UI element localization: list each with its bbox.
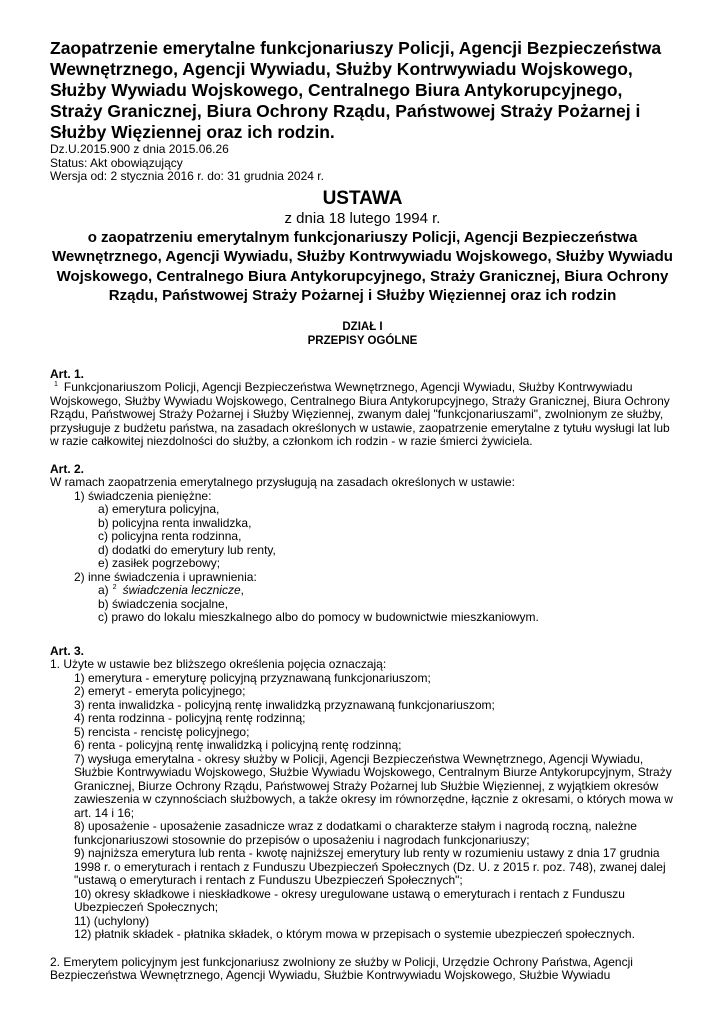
footnote-marker[interactable]: 2 — [112, 584, 117, 591]
source-reference: Dz.U.2015.900 z dnia 2015.06.26 — [50, 142, 229, 156]
status-line: Status: Akt obowiązujący — [50, 155, 183, 170]
list-item: 2) emeryt - emeryta policyjnego; — [74, 684, 246, 698]
article-1-text — [50, 381, 675, 449]
act-date: z dnia 18 lutego 1994 r. — [284, 209, 441, 227]
article-3-heading: Art. 3. — [50, 643, 85, 658]
list-item: 10) okresy składkowe i nieskładkowe - okresy uregulowane ustawą o emeryturach i rentach z Funduszu Ubezpieczeń Społecznych; — [74, 886, 625, 914]
list-item: 7) wysługa emerytalna - okresy służby w Policji, Agencji Bezpieczeństwa Wewnętrznego, Agencji Wywiadu, Służbie Kontrwywiadu Wojskowego, Służbie Wywiadu Wojskowego, Centralnym Biurze Antykorupcyjnym, Straży Granicznej, Biurze Ochrony Rządu, Państwowej Straży Pożarnej lub Służbie Więziennej, z wyjątkiem okresów zawieszenia w czynnościach służbowych, a także okresy im równorzędne, łącznie z okresami, o których mowa w art. 14 i 16; — [74, 751, 673, 820]
version-line: Wersja od: 2 stycznia 2016 r. do: 31 grudnia 2024 r. — [50, 169, 324, 183]
list-item-punctuation: , — [240, 583, 244, 597]
list-item: 3) renta inwalidzka - policyjną rentę inwalidzką przyznawaną funkcjonariuszom; — [74, 697, 495, 712]
list-item: 12) płatnik składek - płatnika składek, o którym mowa w przepisach o systemie ubezpieczeń społecznych. — [74, 927, 635, 941]
document-title: Zaopatrzenie emerytalne funkcjonariuszy Policji, Agencji Bezpieczeństwa Wewnętrznego, Agencji Wywiadu, Służby Kontrwywiadu Wojskowego, Służby Wywiadu Wojskowego, Centralnego Biura Antykorupcyjnego, Straży Granicznej, Biura Ochrony Rządu, Państwowej Straży Pożarnej i Służby Więziennej oraz ich rodzin. — [50, 38, 662, 142]
article-1-body: Funkcjonariuszom Policji, Agencji Bezpieczeństwa Wewnętrznego, Agencji Wywiadu, Służby Kontrwywiadu Wojskowego, Służby Wywiadu Wojskowego, Centralnego Biura Antykorupcyjnego, Straży Granicznej, Biura Ochrony Rządu, Państwowej Straży Pożarnej i Służby Więziennej, zwanym dalej "funkcjonariuszami", zwolnionym ze służby, przysługuje z budżetu państwa, na zasadach określonych w ustawie, zaopatrzenie emerytalne z tytułu wysługi lat lub w razie całkowitej niezdolności do służby, a członkom ich rodzin - w razie śmierci żywiciela. — [50, 380, 670, 448]
act-subject: o zaopatrzeniu emerytalnym funkcjonariuszy Policji, Agencji Bezpieczeństwa Wewnętrznego, Agencji Wywiadu, Służby Kontrwywiadu Wojskowego, Służby Wywiadu Wojskowego, Centralnego Biura Antykorupcyjnego, Straży Granicznej, Biura Ochrony Rządu, Państwowej Straży Pożarnej i Służby Więziennej oraz ich rodzin — [52, 228, 673, 304]
article-2-point-1: 1) świadczenia pieniężne: — [74, 488, 212, 503]
list-item: b) policyjna renta inwalidzka, — [98, 515, 252, 530]
list-item: 5) rencista - rencistę policyjnego; — [74, 724, 250, 739]
list-item: 4) renta rodzinna - policyjną rentę rodzinną; — [74, 711, 306, 725]
article-2-intro: W ramach zaopatrzenia emerytalnego przysługują na zasadach określonych w ustawie: — [50, 475, 515, 489]
list-item: 11) (uchylony) — [74, 913, 150, 928]
article-3-intro: 1. Użyte w ustawie bez bliższego określenia pojęcia oznaczają: — [50, 657, 387, 671]
article-2-heading: Art. 2. — [50, 461, 85, 476]
paragraph-gap — [50, 942, 675, 956]
list-item: a) emerytura policyjna, — [98, 502, 220, 516]
list-item: d) dodatki do emerytury lub renty, — [98, 542, 276, 557]
article-3-paragraph-2: 2. Emerytem policyjnym jest funkcjonariusz zwolniony ze służby w Policji, Urzędzie Ochrony Państwa, Agencji Bezpieczeństwa Wewnętrznego, Agencji Wywiadu, Służbie Kontrwywiadu Wojskowego, Służbie Wywiadu — [50, 954, 633, 982]
act-type: USTAWA — [322, 187, 403, 209]
list-item: 6) renta - policyjną rentę inwalidzką i policyjną rentę rodzinną; — [74, 738, 402, 752]
list-item: c) prawo do lokalu mieszkalnego albo do pomocy w budownictwie mieszkaniowym. — [98, 610, 539, 624]
division-number: DZIAŁ I — [342, 320, 383, 333]
list-item: b) świadczenia socjalne, — [98, 596, 229, 611]
list-item: c) policyjna renta rodzinna, — [98, 529, 242, 543]
article-1-heading: Art. 1. — [50, 366, 85, 381]
list-item-label: a) — [98, 583, 109, 597]
footnote-marker[interactable]: 1 — [54, 381, 58, 388]
list-item: e) zasiłek pogrzebowy; — [98, 556, 221, 570]
article-2-point-2: 2) inne świadczenia i uprawnienia: — [74, 569, 257, 584]
list-item: 1) emerytura - emeryturę policyjną przyznawaną funkcjonariuszom; — [74, 670, 431, 685]
list-item: 8) uposażenie - uposażenie zasadnicze wraz z dodatkami o charakterze stałym i nagrodą roczną, należne funkcjonariuszowi stosownie do przepisów o uposażeniu i nagrodach funkcjonariuszy; — [74, 819, 637, 847]
list-item-italic-text: świadczenia lecznicze — [122, 583, 241, 597]
list-item — [50, 584, 675, 598]
division-title: PRZEPISY OGÓLNE — [307, 334, 418, 347]
list-item: 9) najniższa emerytura lub renta - kwotę najniższej emerytury lub renty w rozumieniu ustawy z dnia 17 grudnia 1998 r. o emeryturach i rentach z Funduszu Ubezpieczeń Społecznych (Dz. U. z 2015 r. poz. 748), zwanej dalej "ustawą o emeryturach i rentach z Funduszu Ubezpieczeń Społecznych"; — [74, 846, 666, 887]
